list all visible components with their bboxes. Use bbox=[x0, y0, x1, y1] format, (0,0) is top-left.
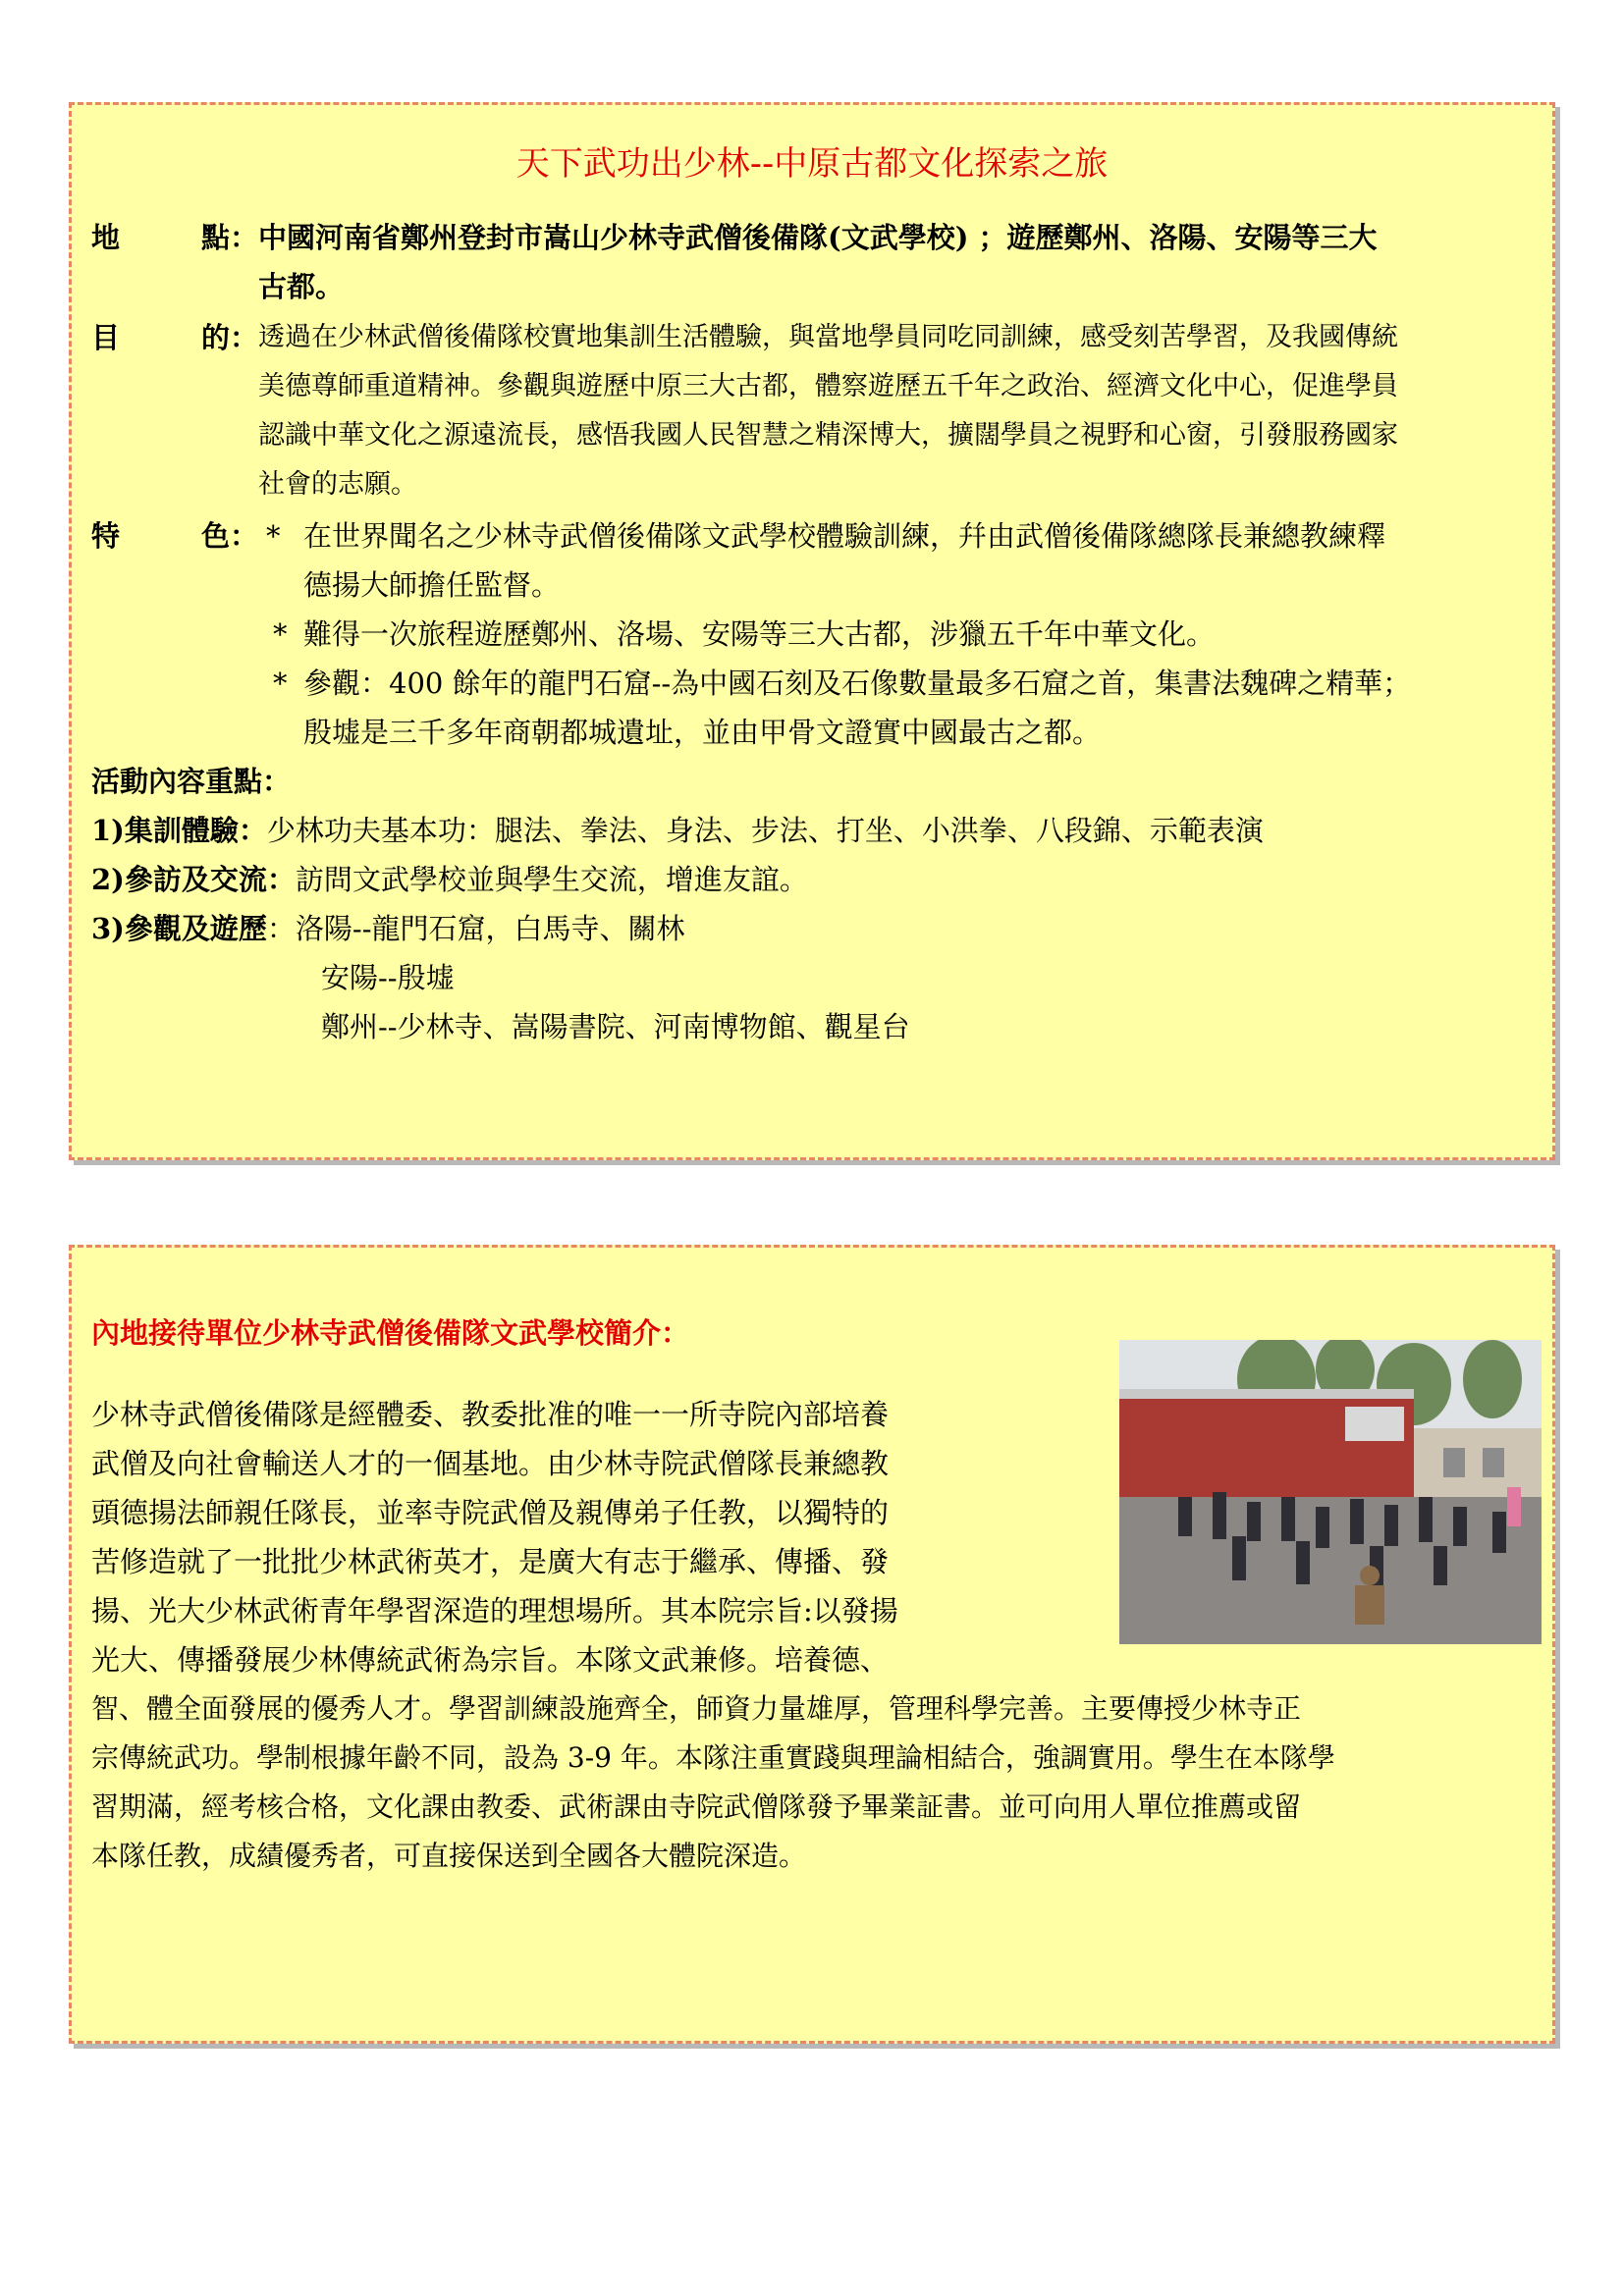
intro-line-2: 武僧及向社會輸送人才的一個基地。由少林寺院武僧隊長兼總教 bbox=[91, 1447, 890, 1480]
feature-bullet-3: * bbox=[273, 667, 288, 700]
feature-bullet-2: * bbox=[273, 617, 288, 651]
intro-line-4: 苦修造就了一批批少林武術英才，是廣大有志于繼承、傳播、發 bbox=[91, 1545, 890, 1578]
activities-heading: 活動內容重點： bbox=[91, 765, 292, 798]
activity-item-3: 3)參觀及遊歷：洛陽--龍門石窟，白馬寺、關林 bbox=[91, 912, 685, 945]
purpose-line-1: 透過在少林武僧後備隊校實地集訓生活體驗，與當地學員同吃同訓練，感受刻苦學習，及我國傳統 bbox=[258, 322, 1398, 352]
activity-item-1: 1)集訓體驗：少林功夫基本功：腿法、拳法、身法、步法、打坐、小洪拳、八段錦、示範表演 bbox=[91, 814, 1264, 847]
purpose-line-4: 社會的志願。 bbox=[258, 469, 417, 500]
school-intro-heading: 內地接待單位少林寺武僧後備隊文武學校簡介： bbox=[91, 1316, 690, 1350]
intro-line-5: 揚、光大少林武術青年學習深造的理想場所。其本院宗旨:以發揚 bbox=[91, 1594, 898, 1628]
school-intro-box bbox=[69, 1245, 1555, 2044]
features-label: 特 色： bbox=[91, 519, 258, 553]
activity-continuation-1: 安陽--殷墟 bbox=[321, 961, 455, 994]
intro-line-6: 光大、傳播發展少林傳統武術為宗旨。本隊文武兼修。培養德、 bbox=[91, 1643, 890, 1677]
intro-line-7: 智、體全面發展的優秀人才。學習訓練設施齊全，師資力量雄厚，管理科學完善。主要傳授少林寺正 bbox=[91, 1692, 1302, 1725]
itinerary-box bbox=[69, 102, 1555, 1160]
feature-3-line-2: 殷墟是三千多年商朝都城遺址，並由甲骨文證實中國最古之都。 bbox=[303, 716, 1102, 749]
intro-line-9: 習期滿，經考核合格，文化課由教委、武術課由寺院武僧隊發予畢業証書。並可向用人單位推薦或留 bbox=[91, 1790, 1302, 1823]
intro-line-1: 少林寺武僧後備隊是經體委、教委批准的唯一一所寺院內部培養 bbox=[91, 1398, 890, 1431]
feature-1-line-1: 在世界聞名之少林寺武僧後備隊文武學校體驗訓練，幷由武僧後備隊總隊長兼總教練釋 bbox=[303, 519, 1386, 553]
page-title: 天下武功出少林--中原古都文化探索之旅 bbox=[515, 144, 1109, 184]
feature-1-line-2: 德揚大師擔任監督。 bbox=[303, 568, 561, 602]
intro-line-3: 頭德揚法師親任隊長，並率寺院武僧及親傳弟子任教，以獨特的 bbox=[91, 1496, 890, 1529]
intro-line-8: 宗傳統武功。學制根據年齡不同，設為 3-9 年。本隊注重實踐與理論相結合，強調實用。學生在本隊學 bbox=[91, 1741, 1335, 1774]
feature-3-line-1: 參觀：400 餘年的龍門石窟--為中國石刻及石像數量最多石窟之首，集書法魏碑之精華； bbox=[303, 667, 1412, 700]
feature-bullet-1: * bbox=[266, 519, 281, 553]
purpose-label: 目 的： bbox=[91, 321, 258, 354]
purpose-line-2: 美德尊師重道精神。參觀與遊歷中原三大古都，體察遊歷五千年之政治、經濟文化中心，促進學員 bbox=[258, 371, 1398, 401]
training-photo-illustration bbox=[1119, 1340, 1542, 1644]
intro-line-10: 本隊任教，成績優秀者，可直接保送到全國各大體院深造。 bbox=[91, 1840, 807, 1872]
kung-fu-training-photo bbox=[1119, 1340, 1542, 1644]
purpose-line-3: 認識中華文化之源遠流長，感悟我國人民智慧之精深博大，擴闊學員之視野和心窗，引發服務國家 bbox=[258, 420, 1398, 451]
activity-continuation-2: 鄭州--少林寺、嵩陽書院、河南博物館、觀星台 bbox=[321, 1010, 910, 1043]
location-line-1: 中國河南省鄭州登封市嵩山少林寺武僧後備隊(文武學校) ；遊歷鄭州、洛陽、安陽等三大 bbox=[258, 221, 1378, 254]
location-line-2: 古都。 bbox=[258, 270, 345, 303]
location-label: 地 點： bbox=[91, 221, 258, 254]
feature-2-line-1: 難得一次旅程遊歷鄭州、洛場、安陽等三大古都，涉獵五千年中華文化。 bbox=[303, 617, 1216, 651]
activity-item-2: 2)參訪及交流：訪問文武學校並與學生交流，增進友誼。 bbox=[91, 863, 808, 896]
